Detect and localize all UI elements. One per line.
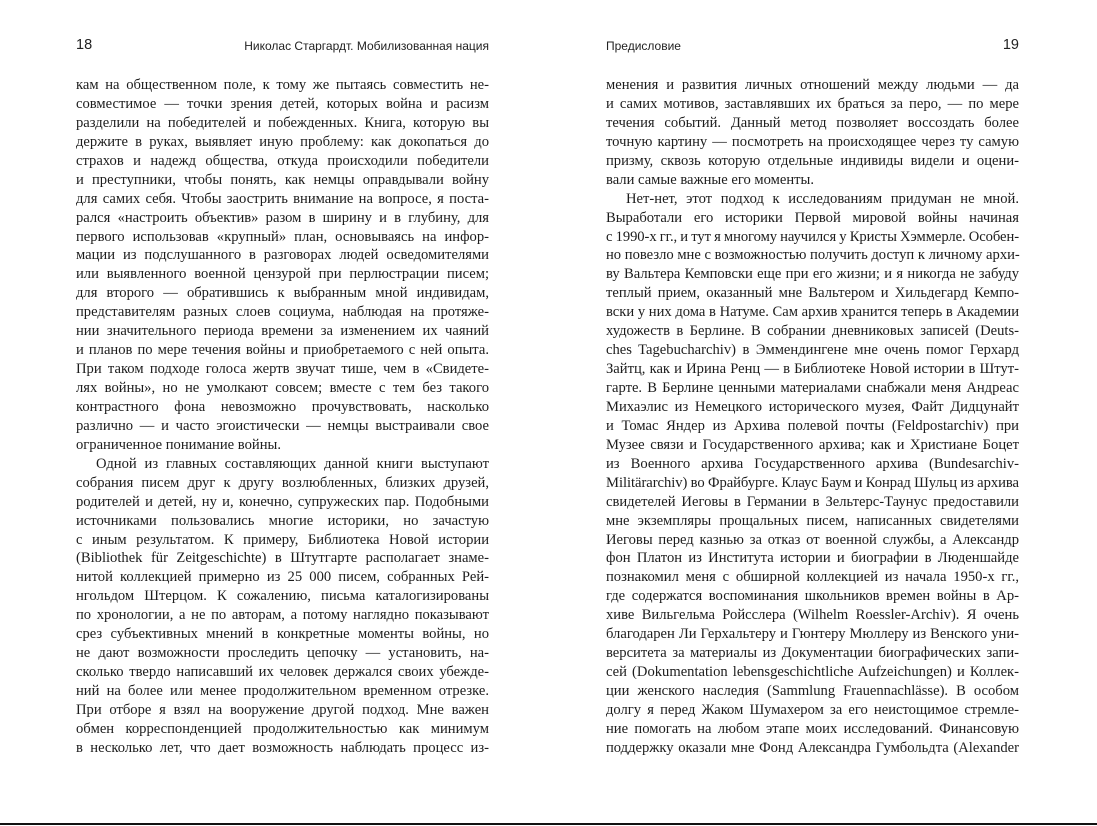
text-line: Зайтц, как и Ирина Ренц — в Библиотеке Новой истории в Штут-: [606, 361, 1019, 378]
text-line: обмен корреспонденцией продолжительностью как минимум: [76, 720, 489, 737]
text-line: различно — и часто эгоистически — немцы выстраивали свое: [76, 417, 489, 434]
left-page-number: 18: [76, 37, 93, 53]
text-line: долгу я перед Жаком Шумахером за его неистощимое стремле-: [606, 701, 1019, 718]
text-line: ches Tagebucharchiv) в Эммендингене мне очень помог Герхард: [606, 342, 1019, 359]
text-line: познакомил меня с обширной коллекцией из начала 1950-х гг.,: [606, 569, 1019, 586]
text-line: для второго — обратившись к выбранным мной индивидам,: [76, 285, 489, 302]
text-line: мне экземпляры прощальных писем, написанных свидетелями: [606, 512, 1019, 529]
right-body-text: [606, 76, 1019, 758]
text-line: кам на общественном поле, к тому же пытаясь совместить не-: [76, 77, 489, 93]
text-line: но повезло мне с возможностью получить доступ к личному архи-: [606, 247, 1020, 264]
text-line: ограниченное понимание войны.: [76, 436, 281, 453]
text-line: свидетелей Иеговы в Германии в Зельтерс-Таунус предоставили: [606, 493, 1019, 510]
text-line: не дают возможности проследить цепочку — установить, на-: [76, 645, 489, 662]
text-line: рался «настроить объектив» разом в ширину и в глубину, для: [76, 209, 489, 226]
text-line: течения событий. Данный метод позволяет воссоздать более: [606, 114, 1019, 131]
text-line: менения и развития личных отношений между людьми — да: [606, 77, 1019, 93]
text-line: разделили на победителей и побежденных. Книга, которую вы: [76, 114, 489, 131]
text-line: благодарен Ли Герхальтеру и Гюнтеру Мюллеру из Венского уни-: [606, 626, 1019, 643]
text-line: Музее связи и Государственного архива; как и Христиане Боцет: [606, 436, 1019, 453]
text-line: Михаэлис из Немецкого исторического музея, Файт Дидцунайт: [606, 398, 1019, 415]
text-line: с 1990-х гг., и тут я многому научился у Кристы Хэммерле. Особен-: [606, 228, 1019, 245]
text-line: точную картину — посмотреть на происходящее через ту самую: [606, 133, 1019, 150]
text-line: и преступники, чтобы понять, как немцы оправдывали войну: [76, 171, 489, 188]
text-line: фон Платон из Института истории и биографии в Люденшайде: [606, 550, 1019, 567]
text-line: Выработали его историки Первой мировой войны начиная: [606, 209, 1019, 226]
text-line: где содержатся воспоминания школьников времен войны в Ар-: [606, 588, 1019, 605]
text-line: мации из подслушанного в разговорах людей осведомителями: [76, 247, 489, 264]
text-line: страхов и надежд общества, откуда происходили победители: [76, 152, 489, 169]
text-line: Militärarchiv) во Фрайбурге. Клаус Баум и Конрад Шульц из архива: [606, 474, 1019, 491]
text-line: художеств в Берлине. В собрании дневниковых записей (Deuts-: [606, 323, 1019, 340]
text-line: источниками пользовались многие историки, но зачастую: [76, 512, 489, 529]
right-page-number: 19: [1002, 37, 1019, 53]
text-line: совместимое — точки зрения детей, которых война и расизм: [76, 95, 489, 112]
text-line: в несколько лет, что дает возможность наблюдать процесс из-: [76, 739, 489, 756]
paragraph-first-line: Одной из главных составляющих данной книги выступают: [96, 455, 489, 472]
text-line: хиве Вильгельма Ройсслера (Wilhelm Roessler-Archiv). Я очень: [606, 607, 1019, 624]
text-line: верситета за материалы из Документации биографических запи-: [606, 645, 1019, 662]
text-line: сей (Dokumentation lebensgeschichtliche Aufzeichungen) и Коллек-: [606, 664, 1019, 681]
text-line: (Bibliothek für Zeitgeschichte) в Штутгарте располагает знаме-: [76, 550, 489, 567]
left-running-head: [76, 37, 489, 57]
text-line: держите в руках, выявляет иную проблему: как докопаться до: [76, 133, 489, 150]
text-line: гарте. В Берлине ценными материалами снабжали меня Андреас: [606, 380, 1019, 396]
text-line: представителям разных слоев социума, наблюдая на протяже-: [76, 304, 489, 321]
text-line: нгольдом Штерцом. К сожалению, письма каталогизированы: [76, 588, 489, 605]
text-line: теплый прием, оказанный мне Вальтером и Хильдегард Кемпо-: [606, 285, 1019, 302]
text-line: При отборе я взял на вооружение другой подход. Мне важен: [76, 701, 489, 718]
right-running-head: [606, 37, 1019, 57]
text-line: или выявленного военной цензурой при перлюстрации писем;: [76, 266, 489, 283]
text-line: ции женского наследия (Sammlung Frauennachlässe). В особом: [606, 683, 1019, 699]
text-line: с иным результатом. К примеру, Библиотека Новой истории: [76, 531, 489, 548]
text-line: призму, сквозь которую отдельные индивиды видели и оцени-: [606, 152, 1019, 169]
text-line: нитой коллекцией примерно из 25 000 писем, собранных Рей-: [76, 569, 489, 586]
text-line: для самих себя. Чтобы заострить внимание на вопросе, я поста-: [76, 190, 489, 207]
text-line: и планов по мере течения войны и приобретаемого с ней опыта.: [76, 342, 489, 359]
text-line: поддержку оказали мне Фонд Александра Гумбольдта (Alexander: [606, 739, 1019, 756]
paragraph-first-line: Нет-нет, этот подход к исследованиям придуман не мной.: [626, 190, 1019, 207]
text-line: ние помогать на любом этапе моих исследований. Финансовую: [606, 720, 1019, 737]
text-line: по хронологии, а не по авторам, а потому наглядно показывают: [76, 607, 489, 624]
text-line: ний на более или менее продолжительном временном отрезке.: [76, 683, 489, 699]
left-body-text: [76, 76, 489, 758]
text-line: вали самые важные его моменты.: [606, 171, 814, 188]
text-line: лях войны», но не умолкают совсем; вместе с тем без такого: [76, 380, 489, 396]
text-line: собрания писем друг к другу возлюбленных, близких друзей,: [76, 474, 489, 491]
text-line: и самих мотивов, заставлявших их браться за перо, — по мере: [606, 95, 1019, 112]
text-line: из Военного архива Государственного архива (Bundesarchiv-: [606, 455, 1019, 472]
text-line: вски у них дома в Натуме. Сам архив хранится теперь в Академии: [606, 304, 1020, 321]
text-line: контрастного фона невозможно прочувствовать, насколько: [76, 398, 489, 415]
text-line: и Томас Яндер из Архива полевой почты (Feldpostarchiv) при: [606, 417, 1019, 434]
text-line: ву Вальтера Кемповски еще при его жизни; и я никогда не забуду: [606, 266, 1019, 283]
book-title-header: Николас Старгардт. Мобилизованная нация: [244, 39, 489, 53]
text-line: При таком подходе голоса жертв звучат тише, чем в «Свидете-: [76, 361, 489, 378]
text-line: родителей и детей, ну и, конечно, супружеских пар. Подобными: [76, 493, 489, 510]
bottom-edge-rule: [0, 823, 1097, 825]
chapter-title-header: Предисловие: [606, 39, 681, 53]
text-line: сколько твердо написавший их человек держался своих убежде-: [76, 664, 489, 681]
text-line: Иеговы перед казнью за отказ от военной службы, а Александр: [606, 531, 1019, 548]
text-line: нии значительного периода времени за изменением их чаяний: [76, 323, 489, 340]
text-line: первого использовав «крупный» план, основываясь на инфор-: [76, 228, 489, 245]
text-line: срез субъективных мнений в конкретные моменты войны, но: [76, 626, 489, 643]
